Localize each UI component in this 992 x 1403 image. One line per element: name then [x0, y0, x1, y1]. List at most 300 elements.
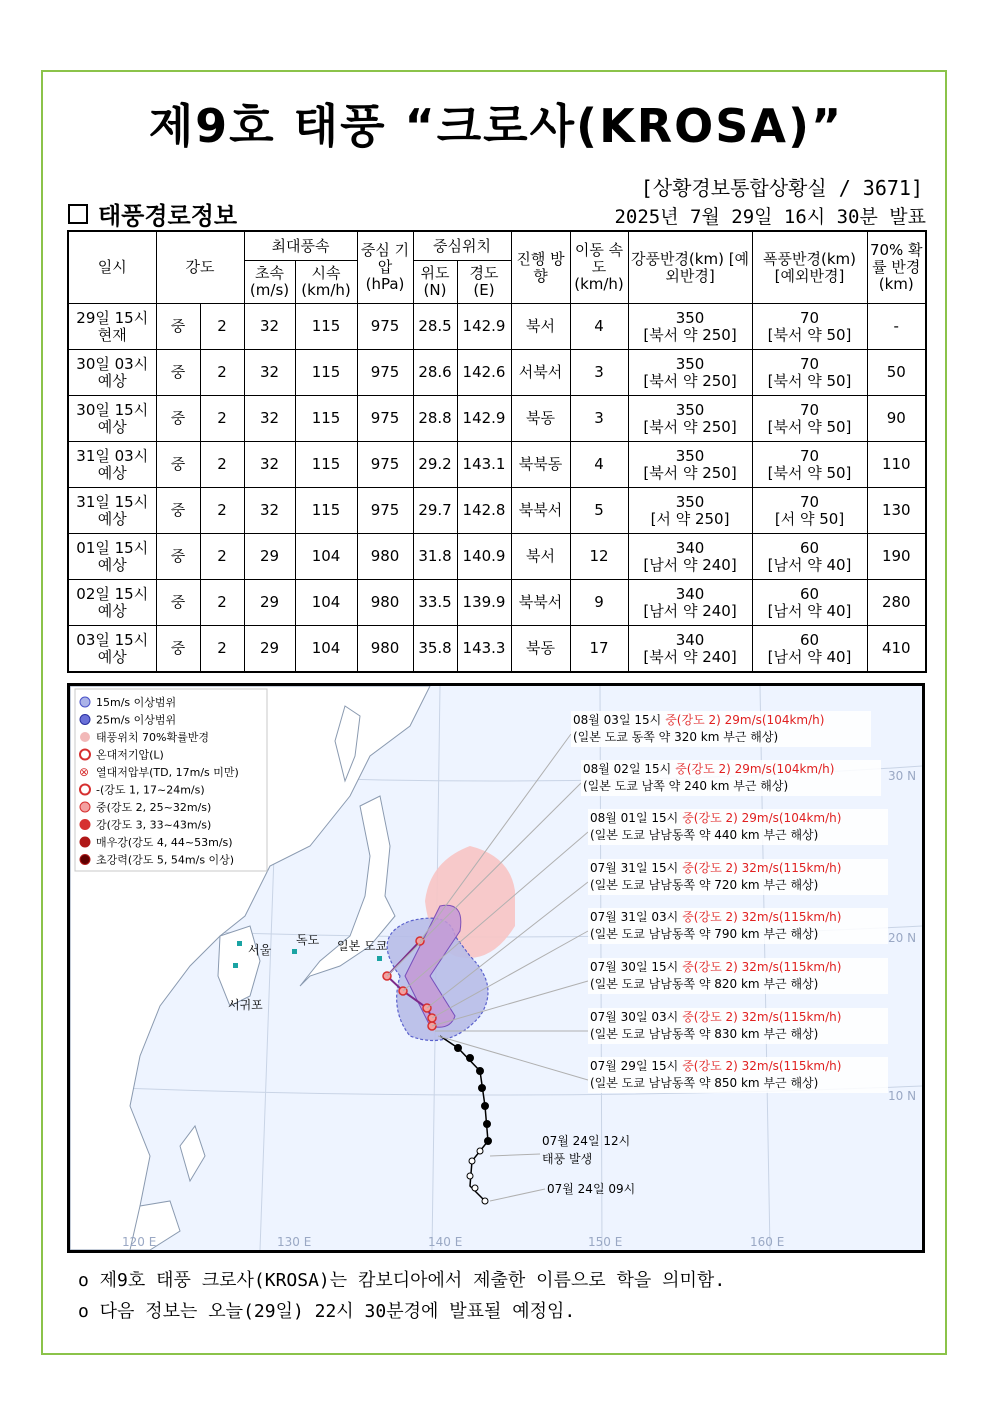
cell-storm-radius-line1: 350 [675, 354, 705, 373]
cell-datetime-line2: 예상 [97, 647, 127, 666]
callout-time: 08월 02일 15시 [583, 762, 672, 776]
cell-wind-kmh-line1: 115 [311, 317, 341, 335]
lon-label-150: 150 E [588, 1235, 623, 1249]
cell-gale-radius-line1: 60 [799, 584, 820, 603]
cell-storm-radius-line1: 340 [675, 584, 705, 603]
cell-wind-kmh-line1: 104 [311, 593, 341, 611]
cell-level-line1: 2 [217, 363, 227, 381]
cell-lat [413, 442, 457, 488]
legend-label: 중(강도 2, 25~32m/s) [96, 801, 212, 814]
cell-grade-line1: 중 [170, 547, 186, 565]
cell-pressure [357, 442, 413, 488]
cell-datetime [68, 488, 156, 534]
cell-direction-line1: 북동 [526, 639, 555, 657]
cell-direction [511, 626, 570, 673]
legend-icon [80, 715, 90, 725]
callout-line1 [573, 712, 824, 727]
cell-direction-line1: 북서 [526, 317, 555, 335]
cell-storm-radius-line1: 350 [675, 446, 705, 465]
legend-icon [80, 697, 90, 707]
header-gale-radius: 폭풍반경(km) [예외반경] [752, 231, 867, 304]
cell-wind-kmh [295, 626, 357, 673]
cell-grade [156, 580, 200, 626]
cell-gale-radius-line1: 60 [799, 630, 820, 649]
cell-prob-radius [867, 442, 926, 488]
cell-gale-radius-line2: [서 약 50] [774, 509, 845, 528]
cell-speed [570, 396, 628, 442]
cell-wind-kmh [295, 488, 357, 534]
tokyo-marker [377, 956, 382, 961]
lon-label-140: 140 E [428, 1235, 463, 1249]
callout-time: 07월 31일 03시 [590, 910, 679, 924]
cell-storm-radius-line2: [북서 약 250] [643, 417, 737, 436]
cell-pressure [357, 396, 413, 442]
cell-lon [457, 488, 511, 534]
cell-pressure-line1: 980 [370, 547, 400, 565]
past-position-dot [477, 1068, 484, 1075]
legend-label: 강(강도 3, 33~43m/s) [96, 818, 212, 832]
typhoon-track-map [67, 683, 925, 1253]
cell-lat [413, 580, 457, 626]
header-lon: 경도 (E) [457, 261, 511, 304]
cell-wind-kmh-line1: 104 [311, 639, 341, 657]
callout-grade: 중(강도 2) 32m/s(115km/h) [682, 1010, 842, 1024]
cell-lon [457, 626, 511, 673]
cell-grade [156, 396, 200, 442]
cell-lat [413, 304, 457, 350]
cell-speed [570, 304, 628, 350]
checkbox-icon [68, 204, 88, 224]
cell-direction [511, 580, 570, 626]
callout-line1 [590, 1009, 841, 1024]
cell-level-line1: 2 [217, 501, 227, 519]
cell-direction [511, 442, 570, 488]
cell-datetime-line1: 30일 15시 [76, 400, 149, 419]
cell-pressure [357, 580, 413, 626]
cell-speed [570, 442, 628, 488]
table-row [68, 626, 926, 673]
cell-direction [511, 396, 570, 442]
cell-prob-radius-line1: 90 [886, 409, 906, 427]
seogwipo-marker [233, 963, 238, 968]
cell-storm-radius [628, 350, 752, 396]
cell-lon-line1: 142.9 [462, 409, 506, 427]
cell-direction-line1: 북북서 [518, 501, 563, 519]
cell-wind-ms [244, 488, 295, 534]
cell-datetime-line1: 01일 15시 [76, 538, 149, 557]
cell-speed-line1: 5 [594, 501, 604, 519]
table-body [68, 304, 926, 673]
cell-wind-ms [244, 580, 295, 626]
table-row [68, 580, 926, 626]
cell-gale-radius-line2: [남서 약 40] [767, 647, 852, 666]
past-position-dot [469, 1158, 475, 1164]
cell-prob-radius-line1: 190 [881, 547, 911, 565]
cell-datetime-line2: 예상 [97, 371, 127, 390]
cell-wind-kmh-line1: 115 [311, 501, 341, 519]
cell-storm-radius-line1: 350 [675, 308, 705, 327]
cell-wind-ms-line1: 32 [259, 501, 280, 519]
cell-lon-line1: 142.8 [462, 501, 506, 519]
cell-gale-radius [752, 442, 867, 488]
cell-prob-radius [867, 534, 926, 580]
cell-gale-radius-line2: [남서 약 40] [767, 601, 852, 620]
callout-line1 [583, 761, 834, 776]
legend-icon [80, 732, 90, 742]
callout-time: 08월 01일 15시 [590, 811, 679, 825]
cell-storm-radius-line2: [북서 약 250] [643, 371, 737, 390]
cell-lat-line1: 31.8 [418, 547, 452, 565]
cell-lat [413, 350, 457, 396]
cell-gale-radius-line1: 70 [799, 400, 820, 419]
cell-level-line1: 2 [217, 547, 227, 565]
cell-grade [156, 304, 200, 350]
cell-lon-line1: 143.3 [462, 639, 506, 657]
cell-gale-radius-line2: [북서 약 50] [767, 417, 852, 436]
cell-wind-ms [244, 350, 295, 396]
callout-time: 08월 03일 15시 [573, 713, 662, 727]
lon-label-160: 160 E [750, 1235, 785, 1249]
header-prob-radius: 70% 확률 반경 (km) [867, 231, 926, 304]
past-position-dot [455, 1045, 462, 1052]
cell-lat-line1: 29.2 [418, 455, 452, 473]
cell-prob-radius-line1: - [893, 317, 899, 335]
dokdo-marker [292, 949, 297, 954]
cell-grade [156, 534, 200, 580]
callout-line1 [590, 860, 841, 875]
cell-gale-radius [752, 580, 867, 626]
callout-line1 [590, 810, 841, 825]
cell-wind-ms-line1: 32 [259, 363, 280, 381]
cell-grade-line1: 중 [170, 593, 186, 611]
cell-datetime-line2: 예상 [97, 417, 127, 436]
cell-level [200, 304, 244, 350]
past-position-dot [484, 1121, 491, 1128]
cell-lat [413, 534, 457, 580]
past-position-dot [482, 1103, 489, 1110]
cell-direction [511, 488, 570, 534]
legend-label: 매우강(강도 4, 44~53m/s) [96, 836, 233, 849]
cell-grade-line1: 중 [170, 409, 186, 427]
cell-storm-radius-line1: 350 [675, 492, 705, 511]
cell-gale-radius [752, 626, 867, 673]
note-2: o 다음 정보는 오늘(29일) 22시 30분경에 발표될 예정임. [78, 1301, 576, 1322]
cell-speed-line1: 3 [594, 363, 604, 381]
cell-storm-radius-line2: [북서 약 250] [643, 463, 737, 482]
cell-prob-radius-line1: 280 [881, 593, 911, 611]
issued-time: 2025년 7월 29일 16시 30분 발표 [614, 206, 926, 228]
cell-gale-radius [752, 534, 867, 580]
cell-speed [570, 488, 628, 534]
past-position-dot [477, 1148, 483, 1154]
cell-datetime [68, 304, 156, 350]
cell-prob-radius [867, 396, 926, 442]
cell-level-line1: 2 [217, 409, 227, 427]
cell-gale-radius-line1: 70 [799, 492, 820, 511]
cell-prob-radius-line1: 110 [881, 455, 911, 473]
header-max-wind: 최대풍속 [244, 231, 357, 261]
cell-gale-radius [752, 350, 867, 396]
cell-pressure-line1: 975 [370, 363, 400, 381]
cell-direction-line1: 북북동 [518, 455, 563, 473]
cell-storm-radius-line2: [남서 약 240] [643, 555, 737, 574]
page-title: 제9호 태풍 “크로사(KROSA)” [148, 99, 844, 153]
legend-icon [80, 837, 90, 847]
cell-pressure [357, 488, 413, 534]
callout-location: (일본 도쿄 남남동쪽 약 850 km 부근 해상) [590, 1076, 819, 1090]
cell-gale-radius-line1: 60 [799, 538, 820, 557]
header-pressure: 중심 기압 (hPa) [357, 231, 413, 304]
map-svg [70, 686, 922, 1250]
cell-lon-line1: 139.9 [462, 593, 506, 611]
callout-location: (일본 도쿄 남남동쪽 약 440 km 부근 해상) [590, 828, 819, 842]
cell-datetime-line2: 예상 [97, 463, 127, 482]
cell-datetime-line2: 예상 [97, 555, 127, 574]
header-storm-radius: 강풍반경(km) [예외반경] [628, 231, 752, 304]
cell-wind-ms-line1: 32 [259, 409, 280, 427]
cell-wind-kmh-line1: 115 [311, 409, 341, 427]
header-wind-ms: 초속 (m/s) [244, 261, 295, 304]
cell-lat-line1: 28.6 [418, 363, 452, 381]
callout-line1 [590, 1058, 841, 1073]
cell-datetime-line1: 02일 15시 [76, 584, 149, 603]
callout-line1 [590, 909, 841, 924]
cell-lat-line1: 28.5 [418, 317, 452, 335]
cell-storm-radius-line2: [북서 약 250] [643, 325, 737, 344]
cell-level [200, 534, 244, 580]
cell-grade [156, 442, 200, 488]
cell-gale-radius-line2: [남서 약 40] [767, 555, 852, 574]
lon-label-130: 130 E [277, 1235, 312, 1249]
cell-pressure-line1: 975 [370, 455, 400, 473]
cell-wind-kmh-line1: 115 [311, 455, 341, 473]
cell-storm-radius [628, 442, 752, 488]
place-dokdo: 독도 [296, 933, 320, 947]
cell-lon [457, 396, 511, 442]
past-position-dot [482, 1198, 488, 1204]
cell-wind-ms [244, 396, 295, 442]
past-position-dot [467, 1055, 474, 1062]
cell-wind-ms-line1: 32 [259, 317, 280, 335]
cell-wind-ms-line1: 29 [259, 639, 280, 657]
header-direction: 진행 방향 [511, 231, 570, 304]
lat-label-30: 30 N [888, 769, 917, 783]
cell-speed [570, 350, 628, 396]
callout-time: 07월 30일 03시 [590, 1010, 679, 1024]
cell-datetime [68, 580, 156, 626]
cell-lat-line1: 33.5 [418, 593, 452, 611]
cell-datetime-line1: 31일 03시 [76, 446, 149, 465]
start-time: 07월 24일 09시 [547, 1182, 636, 1196]
legend-icon [80, 802, 90, 812]
callout-grade: 중(강도 2) 32m/s(115km/h) [682, 1059, 842, 1073]
cell-wind-kmh [295, 580, 357, 626]
cell-storm-radius [628, 304, 752, 350]
cell-wind-ms-line1: 29 [259, 547, 280, 565]
department-label: [상황경보통합상황실 / 3671] [640, 176, 923, 200]
cell-grade [156, 350, 200, 396]
cell-grade-line1: 중 [170, 363, 186, 381]
cell-direction [511, 350, 570, 396]
cell-gale-radius-line1: 70 [799, 308, 820, 327]
cell-lat-line1: 28.8 [418, 409, 452, 427]
cell-level [200, 626, 244, 673]
section-heading [68, 196, 237, 231]
place-seogwipo: 서귀포 [228, 998, 263, 1012]
callout-location: (일본 도쿄 남남동쪽 약 820 km 부근 해상) [590, 977, 819, 991]
cell-direction [511, 534, 570, 580]
cell-prob-radius-line1: 50 [886, 363, 906, 381]
callout-location: (일본 도쿄 남남동쪽 약 790 km 부근 해상) [590, 927, 819, 941]
cell-speed-line1: 3 [594, 409, 604, 427]
cell-gale-radius-line1: 70 [799, 354, 820, 373]
header-wind-kmh: 시속 (km/h) [295, 261, 357, 304]
seoul-marker [237, 941, 242, 946]
cell-lon-line1: 142.6 [462, 363, 506, 381]
callout-grade: 중(강도 2) 32m/s(115km/h) [682, 861, 842, 875]
cell-datetime-line1: 03일 15시 [76, 630, 149, 649]
cell-wind-kmh [295, 534, 357, 580]
callout-location: (일본 도쿄 동쪽 약 320 km 부근 해상) [573, 730, 779, 744]
legend-icon [80, 855, 90, 865]
table-row [68, 396, 926, 442]
cell-lon [457, 442, 511, 488]
past-position-dot [472, 1185, 478, 1191]
cell-storm-radius-line1: 340 [675, 630, 705, 649]
lat-label-20: 20 N [888, 931, 917, 945]
legend-label: 열대저압부(TD, 17m/s 미만) [96, 766, 239, 779]
callout-time: 07월 29일 15시 [590, 1059, 679, 1073]
header-intensity: 강도 [156, 231, 244, 304]
cell-grade [156, 626, 200, 673]
cell-wind-ms [244, 534, 295, 580]
cell-level-line1: 2 [217, 639, 227, 657]
notes [78, 1265, 725, 1327]
cell-storm-radius-line2: [북서 약 240] [643, 647, 737, 666]
cell-level [200, 442, 244, 488]
cell-lon [457, 350, 511, 396]
cell-wind-kmh [295, 396, 357, 442]
cell-lat [413, 626, 457, 673]
legend-label: -(강도 1, 17~24m/s) [96, 783, 205, 797]
cell-gale-radius [752, 488, 867, 534]
cell-gale-radius-line2: [북서 약 50] [767, 371, 852, 390]
cell-lon-line1: 142.9 [462, 317, 506, 335]
callout-location: (일본 도쿄 남남동쪽 약 720 km 부근 해상) [590, 878, 819, 892]
cell-direction-line1: 북북서 [518, 593, 563, 611]
cell-lat-line1: 35.8 [418, 639, 452, 657]
callout-location: (일본 도쿄 남남동쪽 약 830 km 부근 해상) [590, 1027, 819, 1041]
legend-label: 25m/s 이상범위 [96, 713, 177, 727]
cell-level [200, 580, 244, 626]
cell-datetime-line2: 현재 [97, 325, 127, 344]
legend-label: 초강력(강도 5, 54m/s 이상) [96, 853, 235, 867]
cell-level [200, 350, 244, 396]
cell-direction-line1: 북서 [526, 547, 555, 565]
cell-wind-ms [244, 626, 295, 673]
cell-pressure-line1: 975 [370, 317, 400, 335]
cell-gale-radius-line2: [북서 약 50] [767, 325, 852, 344]
cell-level [200, 488, 244, 534]
table-row [68, 350, 926, 396]
cell-pressure-line1: 980 [370, 639, 400, 657]
cell-speed-line1: 4 [594, 455, 604, 473]
cell-speed-line1: 9 [594, 593, 604, 611]
cell-prob-radius [867, 488, 926, 534]
cell-wind-ms [244, 442, 295, 488]
cell-gale-radius [752, 304, 867, 350]
typhoon-info-table [67, 230, 927, 673]
header-center: 중심위치 [413, 231, 511, 261]
cell-pressure [357, 304, 413, 350]
cell-direction-line1: 서북서 [518, 363, 563, 381]
cell-pressure-line1: 980 [370, 593, 400, 611]
cell-grade-line1: 중 [170, 455, 186, 473]
cell-datetime [68, 396, 156, 442]
cell-datetime [68, 442, 156, 488]
cell-storm-radius [628, 534, 752, 580]
cell-prob-radius [867, 350, 926, 396]
cell-datetime [68, 626, 156, 673]
callout-grade: 중(강도 2) 29m/s(104km/h) [675, 762, 835, 776]
cell-speed-line1: 4 [594, 317, 604, 335]
cell-wind-kmh-line1: 104 [311, 547, 341, 565]
callout-grade: 중(강도 2) 29m/s(104km/h) [682, 811, 842, 825]
legend-label: 15m/s 이상범위 [96, 696, 177, 709]
cell-lon-line1: 140.9 [462, 547, 506, 565]
cell-prob-radius-line1: 130 [881, 501, 911, 519]
place-tokyo: 일본 도쿄 [337, 939, 388, 953]
cell-wind-ms-line1: 29 [259, 593, 280, 611]
legend-label: 온대저기압(L) [96, 748, 164, 762]
cell-gale-radius-line2: [북서 약 50] [767, 463, 852, 482]
genesis-time: 07월 24일 12시 [542, 1134, 631, 1148]
table-row [68, 304, 926, 350]
cell-speed-line1: 12 [589, 547, 609, 565]
lat-label-10: 10 N [888, 1089, 917, 1103]
cell-gale-radius-line1: 70 [799, 446, 820, 465]
cell-speed [570, 580, 628, 626]
legend-icon [80, 820, 90, 830]
table-row [68, 534, 926, 580]
callout-grade: 중(강도 2) 32m/s(115km/h) [682, 910, 842, 924]
cell-grade-line1: 중 [170, 317, 186, 335]
note-1: o 제9호 태풍 크로사(KROSA)는 캄보디아에서 제출한 이름으로 학을 의미함. [78, 1270, 726, 1291]
cell-storm-radius [628, 488, 752, 534]
cell-storm-radius-line2: [서 약 250] [650, 509, 730, 528]
cell-prob-radius [867, 304, 926, 350]
past-position-dot [467, 1173, 473, 1179]
cell-wind-kmh [295, 350, 357, 396]
cell-lon [457, 534, 511, 580]
map-legend [75, 689, 267, 871]
cell-datetime-line2: 예상 [97, 509, 127, 528]
cell-lon [457, 580, 511, 626]
cell-level [200, 396, 244, 442]
cell-storm-radius [628, 626, 752, 673]
legend-icon: ⊗ [79, 765, 90, 779]
cell-speed [570, 626, 628, 673]
cell-grade-line1: 중 [170, 639, 186, 657]
cell-wind-ms [244, 304, 295, 350]
callout-grade: 중(강도 2) 32m/s(115km/h) [682, 960, 842, 974]
cell-direction-line1: 북동 [526, 409, 555, 427]
cell-pressure [357, 350, 413, 396]
cell-storm-radius [628, 396, 752, 442]
cell-storm-radius-line1: 350 [675, 400, 705, 419]
cell-grade [156, 488, 200, 534]
cell-speed-line1: 17 [589, 639, 609, 657]
